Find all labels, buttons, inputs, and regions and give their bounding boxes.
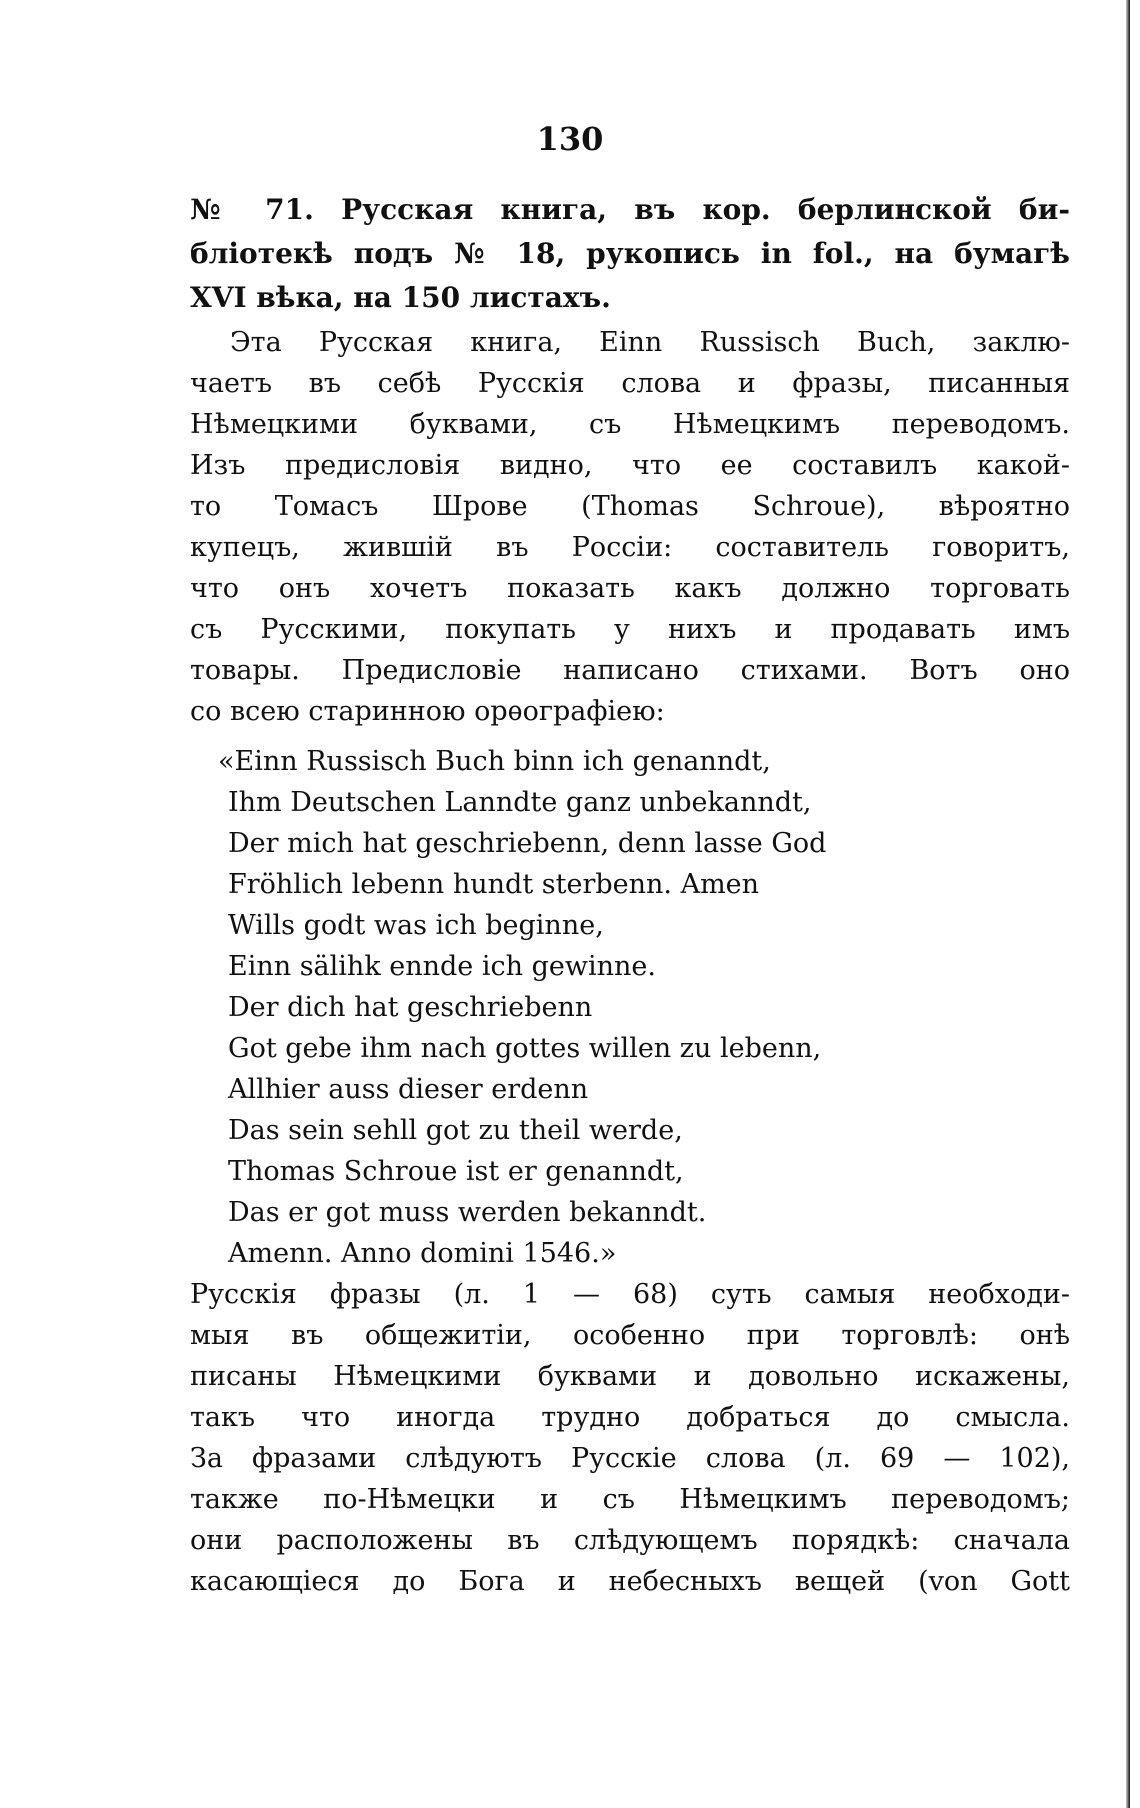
text-line: товары. Предисловіе написано стихами. Вотъ оно — [190, 655, 1070, 686]
poem-line: Wills godt was ich beginne, — [228, 910, 604, 941]
page-edge-shadow — [1126, 0, 1130, 1808]
text-line: Эта Русская книга, Einn Russisch Buch, заклю- — [230, 327, 1070, 358]
text-line: со всею старинною орѳографіею: — [190, 696, 665, 727]
manuscript-heading — [190, 188, 1070, 320]
page-number: 130 — [536, 120, 604, 158]
text-line: касающіеся до Бога и небесныхъ вещей (von Gott — [190, 1566, 1070, 1597]
text-line: такъ что иногда трудно добраться до смысла. — [190, 1402, 1070, 1433]
poem-line: Das er got muss werden bekanndt. — [228, 1197, 707, 1228]
text-line: Русскія фразы (л. 1 — 68) суть самыя необходи- — [190, 1279, 1070, 1310]
paragraph-phrases — [190, 1274, 1070, 1602]
poem-line: Das sein sehll got zu theil werde, — [228, 1115, 683, 1146]
text-line: что онъ хочетъ показать какъ должно торговать — [190, 573, 1070, 604]
text-line: писаны Нѣмецкими буквами и довольно искажены, — [190, 1361, 1070, 1392]
poem-line: Thomas Schroue ist er genanndt, — [228, 1156, 684, 1187]
poem-line: Ihm Deutschen Lanndte ganz unbekanndt, — [228, 787, 812, 818]
heading-line: бліотекѣ подъ № 18, рукопись in fol., на бумагѣ — [190, 237, 1070, 270]
poem-line: Amenn. Anno domini 1546.» — [228, 1238, 617, 1269]
text-line: чаетъ въ себѣ Русскія слова и фразы, писанныя — [190, 368, 1070, 399]
text-line: За фразами слѣдуютъ Русскіе слова (л. 69 — 102), — [190, 1443, 1070, 1474]
poem-line: «Einn Russisch Buch binn ich genanndt, — [218, 746, 771, 777]
heading-line: XVI вѣка, на 150 листахъ. — [190, 281, 611, 314]
poem-line: Der dich hat geschriebenn — [228, 992, 593, 1023]
text-line: мыя въ общежитіи, особенно при торговлѣ: онѣ — [190, 1320, 1070, 1351]
poem-line: Got gebe ihm nach gottes willen zu lebenn, — [228, 1033, 822, 1064]
poem-line: Fröhlich lebenn hundt sterbenn. Amen — [228, 869, 760, 900]
poem-line: Der mich hat geschriebenn, denn lasse God — [228, 828, 827, 859]
paragraph-description — [190, 322, 1070, 732]
text-line: Нѣмецкими буквами, съ Нѣмецкимъ переводомъ. — [190, 409, 1070, 440]
text-line: также по-Нѣмецки и съ Нѣмецкимъ переводомъ; — [190, 1484, 1070, 1515]
poem-line: Allhier auss dieser erdenn — [228, 1074, 589, 1105]
text-line: Изъ предисловія видно, что ее составилъ какой- — [190, 450, 1070, 481]
text-line: они расположены въ слѣдующемъ порядкѣ: сначала — [190, 1525, 1070, 1556]
text-line: купецъ, жившій въ Россіи: составитель говоритъ, — [190, 532, 1070, 563]
heading-line: № 71. Русская книга, въ кор. берлинской би- — [190, 193, 1070, 226]
poem-line: Einn sälihk ennde ich gewinne. — [228, 951, 656, 982]
text-line: то Томасъ Шрове (Thomas Schroue), вѣроятно — [190, 491, 1070, 522]
text-line: съ Русскими, покупать у нихъ и продавать имъ — [190, 614, 1070, 645]
preface-poem — [218, 741, 988, 1274]
